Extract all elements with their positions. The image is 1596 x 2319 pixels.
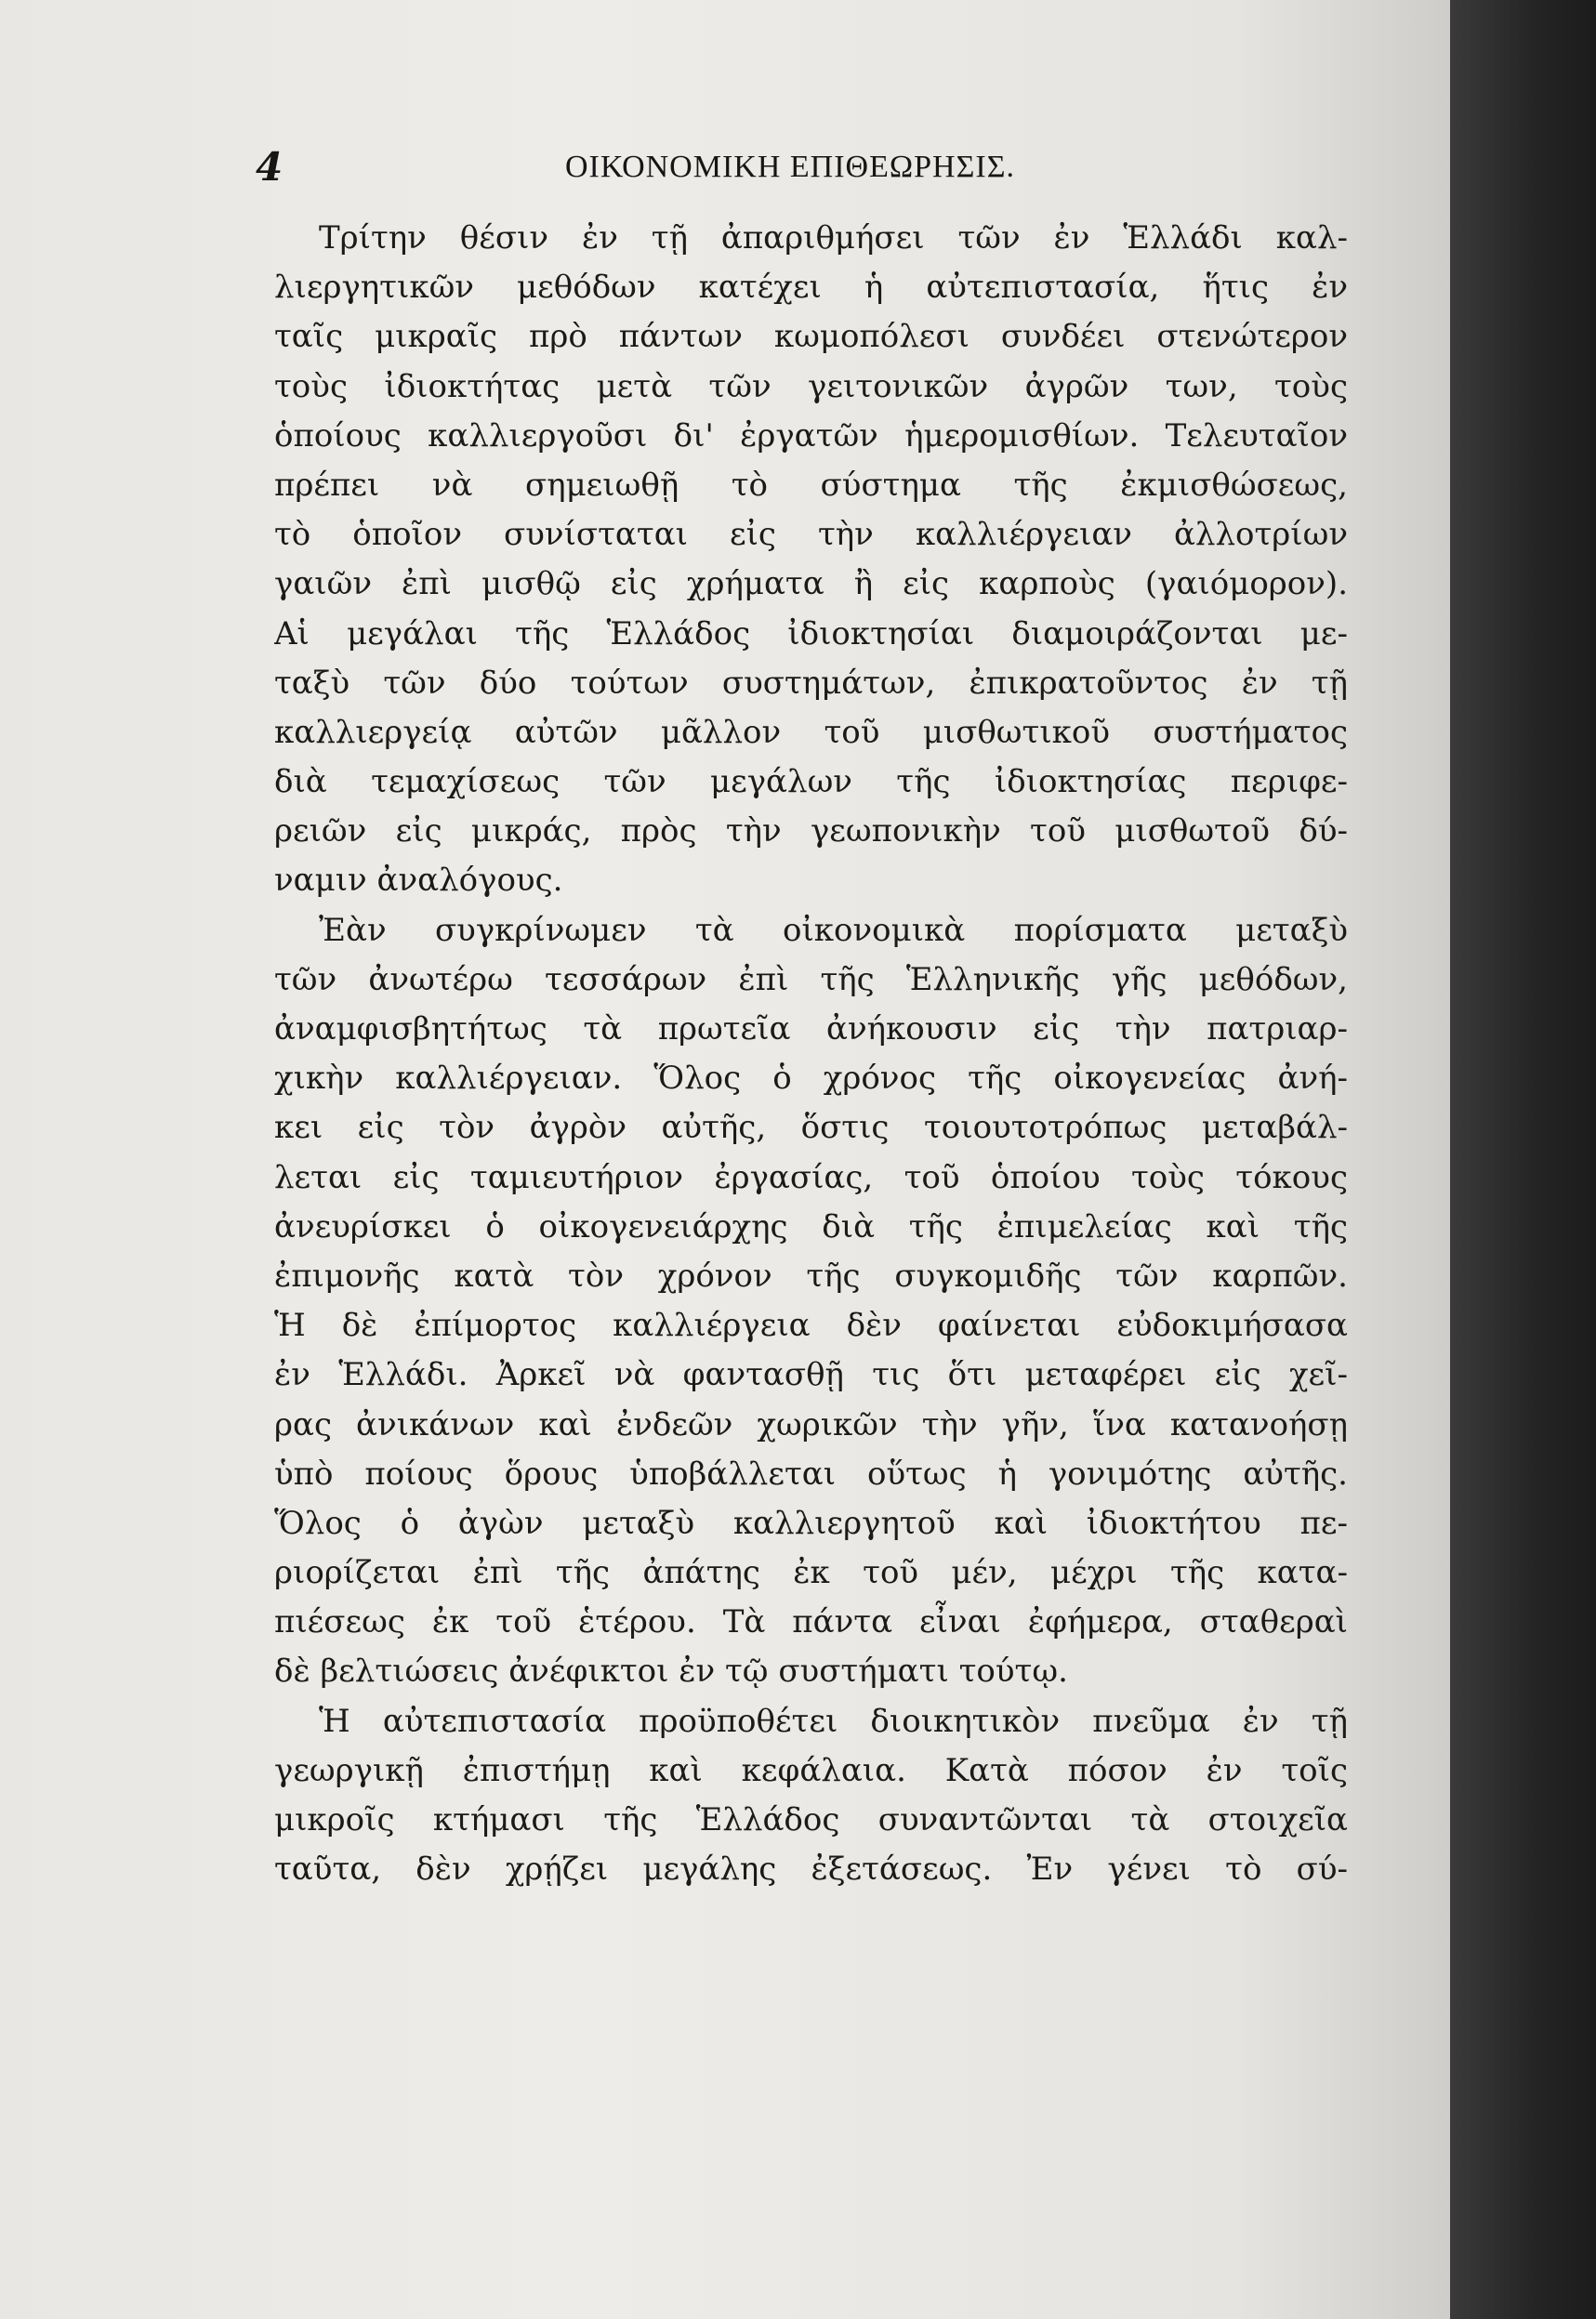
text-line: γεωργικῇ ἐπιστήμῃ καὶ κεφάλαια. Κατὰ πόσον ἐν τοῖς bbox=[274, 1751, 1348, 1789]
text-line: ναμιν ἀναλόγους. bbox=[274, 862, 563, 900]
body-text bbox=[274, 214, 1348, 1894]
text-line: μικροῖς κτήμασι τῆς Ἑλλάδος συναντῶνται τὰ στοιχεῖα bbox=[274, 1801, 1348, 1838]
running-title: ΟΙΚΟΝΟΜΙΚΗ ΕΠΙΘΕΩΡΗΣΙΣ. bbox=[564, 150, 1015, 184]
text-line: ριορίζεται ἐπὶ τῆς ἀπάτης ἐκ τοῦ μέν, μέχρι τῆς κατα- bbox=[274, 1554, 1348, 1592]
text-line: Τρίτην θέσιν ἐν τῇ ἀπαριθμήσει τῶν ἐν Ἑλλάδι καλ- bbox=[319, 219, 1348, 257]
book-edge-shadow bbox=[1450, 0, 1596, 2319]
text-line: Ἡ δὲ ἐπίμορτος καλλιέργεια δὲν φαίνεται εὐδοκιμήσασα bbox=[274, 1307, 1348, 1345]
text-line: λεται εἰς ταμιευτήριον ἐργασίας, τοῦ ὁποίου τοὺς τόκους bbox=[274, 1158, 1348, 1196]
text-line: ὁποίους καλλιεργοῦσι δι' ἐργατῶν ἡμερομισθίων. Τελευταῖον bbox=[274, 416, 1348, 455]
text-line: ταῖς μικραῖς πρὸ πάντων κωμοπόλεσι συνδέει στενώτερον bbox=[274, 318, 1348, 356]
text-line: τὸ ὁποῖον συνίσταται εἰς τὴν καλλιέργειαν ἀλλοτρίων bbox=[274, 516, 1348, 554]
text-line: Αἱ μεγάλαι τῆς Ἑλλάδος ἰδιοκτησίαι διαμοιράζονται με- bbox=[274, 614, 1348, 652]
page-header bbox=[256, 144, 1325, 200]
text-line: Ὅλος ὁ ἀγὼν μεταξὺ καλλιεργητοῦ καὶ ἰδιοκτήτου πε- bbox=[274, 1504, 1348, 1542]
text-line: πρέπει νὰ σημειωθῇ τὸ σύστημα τῆς ἐκμισθώσεως, bbox=[274, 466, 1348, 504]
text-line: δὲ βελτιώσεις ἀνέφικτοι ἐν τῷ συστήματι τούτῳ. bbox=[274, 1653, 1068, 1691]
text-line: Ἐὰν συγκρίνωμεν τὰ οἰκονομικὰ πορίσματα μεταξὺ bbox=[319, 911, 1348, 949]
text-line: ἀναμφισβητήτως τὰ πρωτεῖα ἀνήκουσιν εἰς τὴν πατριαρ- bbox=[274, 1010, 1348, 1048]
text-line: ἀνευρίσκει ὁ οἰκογενειάρχης διὰ τῆς ἐπιμελείας καὶ τῆς bbox=[274, 1207, 1348, 1245]
text-line: διὰ τεμαχίσεως τῶν μεγάλων τῆς ἰδιοκτησίας περιφε- bbox=[274, 763, 1348, 801]
text-line: πιέσεως ἐκ τοῦ ἑτέρου. Τὰ πάντα εἶναι ἐφήμερα, σταθεραὶ bbox=[274, 1603, 1348, 1641]
text-line: ἐν Ἑλλάδι. Ἀρκεῖ νὰ φαντασθῇ τις ὅτι μεταφέρει εἰς χεῖ- bbox=[274, 1356, 1348, 1394]
text-line: καλλιεργείᾳ αὐτῶν μᾶλλον τοῦ μισθωτικοῦ συστήματος bbox=[274, 713, 1348, 751]
text-line: ρας ἀνικάνων καὶ ἐνδεῶν χωρικῶν τὴν γῆν, ἵνα κατανοήσῃ bbox=[274, 1405, 1348, 1443]
text-line: Ἡ αὐτεπιστασία προϋποθέτει διοικητικὸν πνεῦμα ἐν τῇ bbox=[319, 1702, 1348, 1740]
text-line: τῶν ἀνωτέρω τεσσάρων ἐπὶ τῆς Ἑλληνικῆς γῆς μεθόδων, bbox=[274, 960, 1348, 998]
text-line: ταῦτα, δὲν χρῄζει μεγάλης ἐξετάσεως. Ἐν γένει τὸ σύ- bbox=[274, 1851, 1348, 1889]
text-line: ἐπιμονῆς κατὰ τὸν χρόνον τῆς συγκομιδῆς τῶν καρπῶν. bbox=[274, 1257, 1348, 1295]
text-line: κει εἰς τὸν ἀγρὸν αὐτῆς, ὅστις τοιουτοτρόπως μεταβάλ- bbox=[274, 1109, 1348, 1147]
text-line: ταξὺ τῶν δύο τούτων συστημάτων, ἐπικρατοῦντος ἐν τῇ bbox=[274, 664, 1348, 702]
text-line: ρειῶν εἰς μικράς, πρὸς τὴν γεωπονικὴν τοῦ μισθωτοῦ δύ- bbox=[274, 812, 1348, 850]
text-line: λιεργητικῶν μεθόδων κατέχει ἡ αὐτεπιστασία, ἥτις ἐν bbox=[274, 269, 1348, 307]
text-line: χικὴν καλλιέργειαν. Ὅλος ὁ χρόνος τῆς οἰκογενείας ἀνή- bbox=[274, 1060, 1348, 1098]
page-number: 4 bbox=[256, 144, 284, 190]
text-line: τοὺς ἰδιοκτήτας μετὰ τῶν γειτονικῶν ἀγρῶν των, τοὺς bbox=[274, 367, 1348, 405]
text-line: γαιῶν ἐπὶ μισθῷ εἰς χρήματα ἢ εἰς καρποὺς (γαιόμορον). bbox=[274, 565, 1348, 603]
text-line: ὑπὸ ποίους ὅρους ὑποβάλλεται οὕτως ἡ γονιμότης αὐτῆς. bbox=[274, 1455, 1348, 1493]
